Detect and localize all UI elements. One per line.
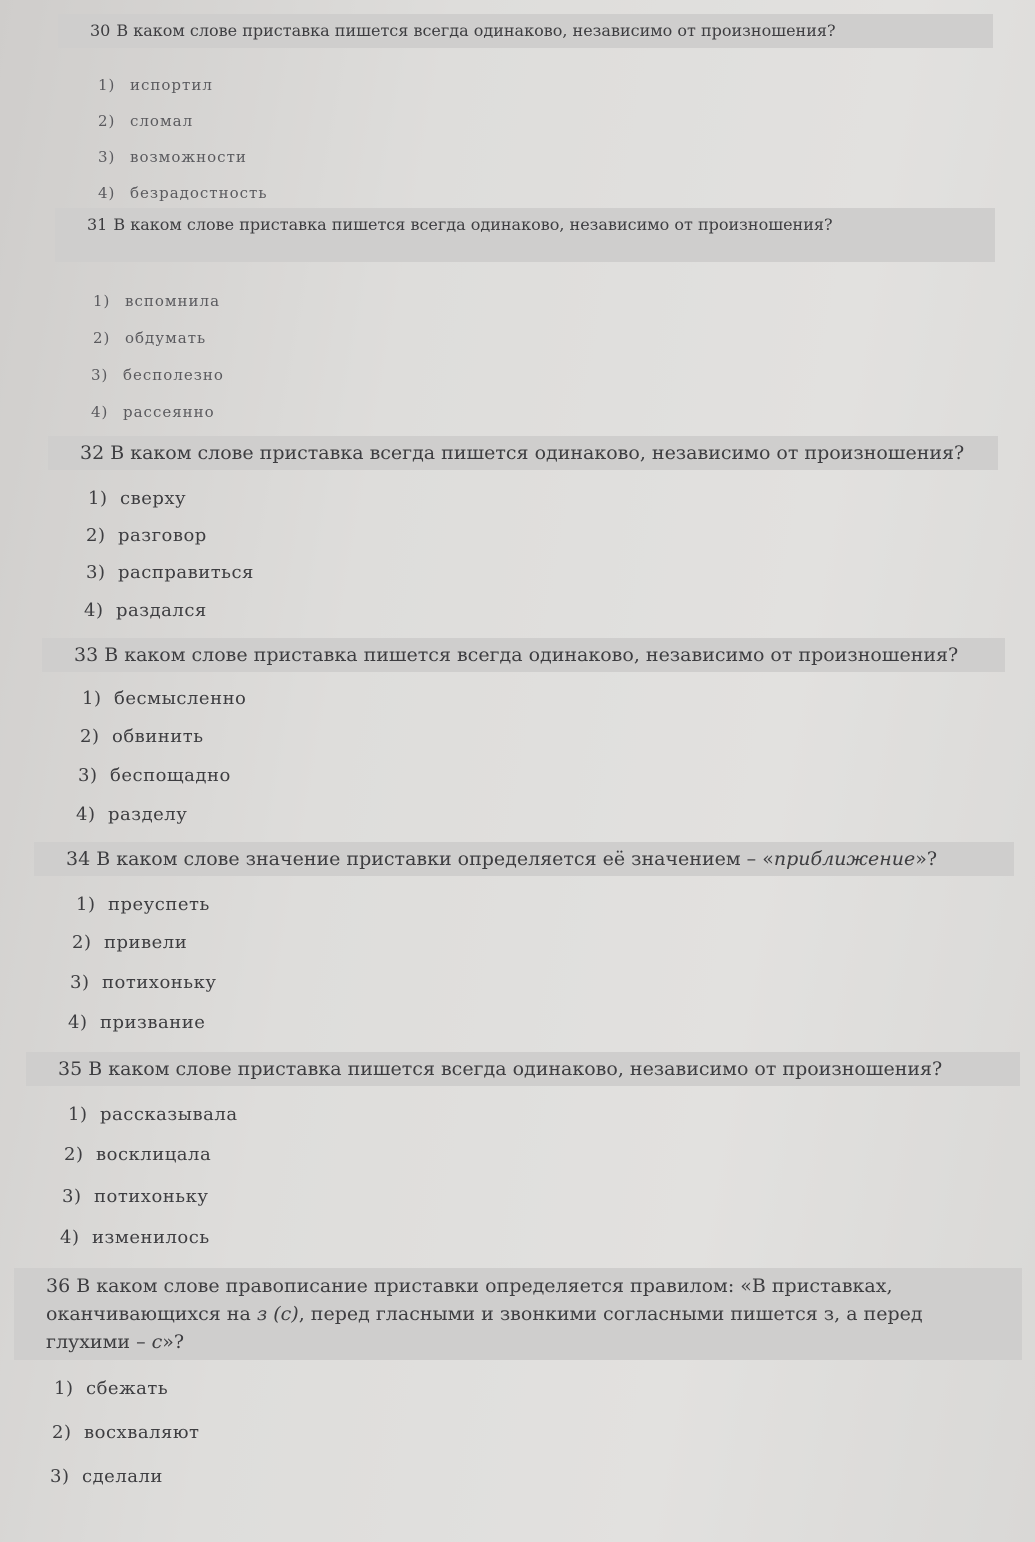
option-3: 3) расправиться — [86, 562, 254, 583]
question-number: 34 — [66, 848, 91, 870]
option-1: 1) сбежать — [54, 1378, 169, 1399]
option-1: 1) рассказывала — [68, 1104, 238, 1125]
question-text: В каком слове приставка пишется всегда одинаково, независимо от произношения? — [88, 1058, 943, 1080]
question-number: 33 — [74, 644, 99, 666]
option-2: 2) привели — [72, 932, 188, 953]
option-4: 4) призвание — [68, 1012, 206, 1033]
question-text-end: »? — [915, 848, 938, 870]
question-33-prompt — [42, 638, 1005, 672]
option-2: 2) обдумать — [93, 329, 207, 347]
question-number: 36 — [46, 1275, 71, 1297]
question-34-prompt — [34, 842, 1014, 876]
option-2: 2) восклицала — [64, 1144, 212, 1165]
option-3: 3) потихоньку — [62, 1186, 209, 1207]
question-33 — [42, 638, 1005, 825]
option-4: 4) рассеянно — [91, 403, 215, 421]
option-1: 1) сверху — [88, 488, 187, 509]
question-30-prompt — [58, 14, 993, 48]
option-3: 3) беспощадно — [78, 765, 231, 786]
option-3: 3) сделали — [50, 1466, 163, 1487]
option-1: 1) вспомнила — [93, 292, 221, 310]
option-1: 1) испортил — [98, 76, 213, 94]
question-text: В каком слове приставка пишется всегда одинаково, независимо от произношения? — [104, 644, 959, 666]
question-text-italic: приближение — [773, 848, 916, 870]
question-32-prompt — [48, 436, 998, 470]
question-32 — [48, 436, 998, 621]
option-2: 2) восхваляют — [52, 1422, 200, 1443]
question-text: В каком слове приставка пишется всегда одинаково, независимо от произношения? — [113, 215, 833, 234]
question-number: 31 — [87, 215, 108, 234]
option-4: 4) разделу — [76, 804, 188, 825]
question-text: В каком слове приставка всегда пишется одинаково, независимо от произношения? — [110, 442, 965, 464]
option-3: 3) возможности — [98, 148, 247, 166]
option-2: 2) сломал — [98, 112, 194, 130]
option-1: 1) бесмысленно — [82, 688, 247, 709]
option-2: 2) обвинить — [80, 726, 204, 747]
question-34 — [34, 842, 1014, 1033]
option-3: 3) бесполезно — [91, 366, 224, 384]
question-31-prompt — [55, 208, 995, 262]
question-36-prompt: 36 В каком слове правописание приставки определяется правилом: «В приставках, оканчивающихся на з (с), перед гласными и звонкими согласными пишется з, а перед глухими – с»? — [14, 1268, 1022, 1360]
option-4: 4) изменилось — [60, 1227, 210, 1248]
question-35-prompt — [26, 1052, 1020, 1086]
question-31 — [55, 208, 995, 421]
option-4: 4) раздался — [84, 600, 207, 621]
question-number: 30 — [90, 21, 111, 40]
question-text: В каком слове приставка пишется всегда одинаково, независимо от произношения? — [116, 21, 836, 40]
question-35 — [26, 1052, 1020, 1248]
question-number: 35 — [58, 1058, 83, 1080]
option-3: 3) потихоньку — [70, 972, 217, 993]
question-number: 32 — [80, 442, 105, 464]
option-1: 1) преуспеть — [76, 894, 210, 915]
option-4: 4) безрадостность — [98, 184, 268, 202]
question-36 — [14, 1268, 1022, 1487]
question-text-start: В каком слове значение приставки определяется её значением – « — [96, 848, 774, 870]
question-30 — [58, 14, 993, 202]
option-2: 2) разговор — [86, 525, 207, 546]
